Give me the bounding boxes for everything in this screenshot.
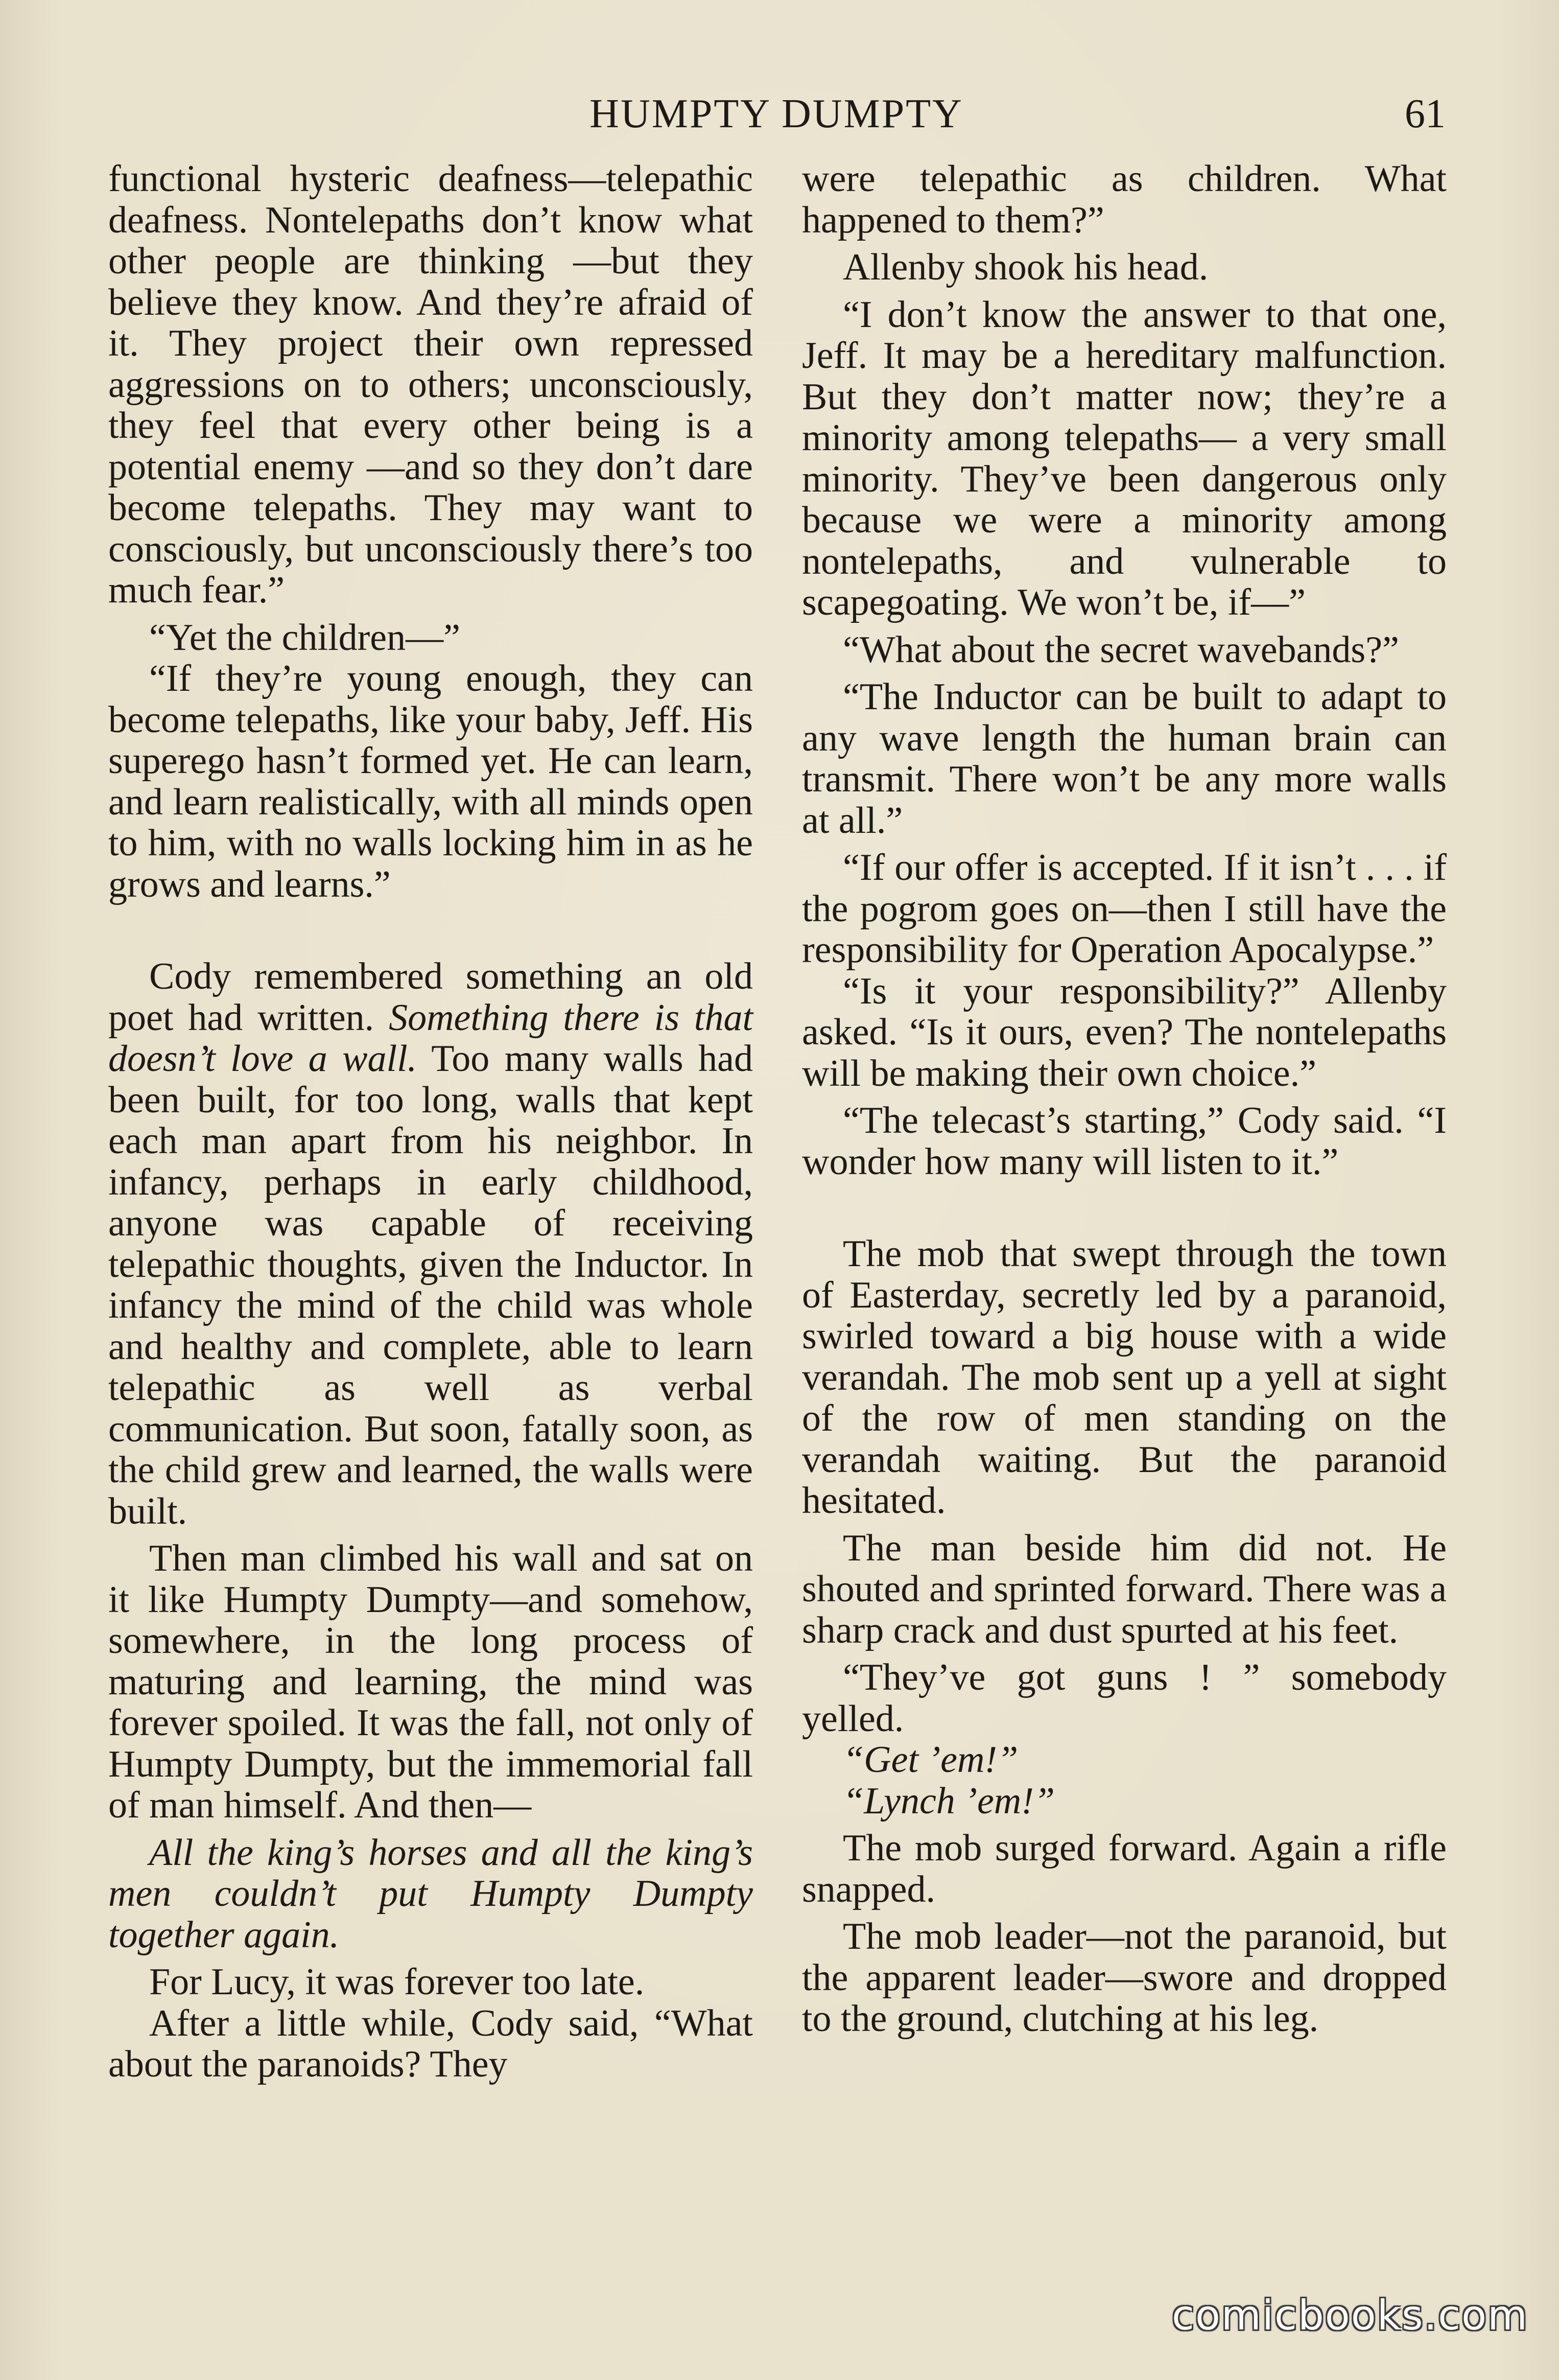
paragraph: functional hysteric deafness—telepathic deafness. Nontelepaths don’t know what other people are thinking —but they believe they know. And they’re afraid of it. They project their own repressed aggressions on to others; unconsciously, they feel that every other being is a potential enemy —and so they don’t dare become telepaths. They may want to consciously, but unconsciously there’s too much fear.” — [108, 158, 753, 611]
paragraph: were telepathic as children. What happened to them?” — [802, 158, 1447, 241]
paragraph: The man beside him did not. He shouted and sprinted forward. There was a sharp crack and dust spurted at his feet. — [802, 1527, 1447, 1651]
paragraph: “They’ve got guns ! ” somebody yelled. — [802, 1656, 1447, 1740]
left-column — [108, 158, 753, 2085]
paragraph: “Yet the children—” — [149, 616, 460, 659]
italic-paragraph: “Lynch ’em!” — [843, 1780, 1055, 1822]
paragraph: “The Inductor can be built to adapt to any wave length the human brain can transmit. There won’t be any more walls at all.” — [802, 676, 1447, 842]
paragraph: Allenby shook his head. — [843, 246, 1209, 288]
running-head — [107, 86, 1446, 142]
site-watermark: comicbooks.com — [1171, 2292, 1528, 2339]
italic-paragraph: All the king’s horses and all the king’s men couldn’t put Humpty Dumpty together again. — [108, 1831, 753, 1956]
paragraph: “What about the secret wavebands?” — [843, 628, 1399, 671]
paragraph — [108, 956, 753, 1532]
running-title: HUMPTY DUMPTY — [589, 91, 963, 136]
paragraph: “I don’t know the answer to that one, Jeff. It may be a hereditary malfunction. But they don’t matter now; they’re a minority among telepaths— a very small minority. They’ve been dangerous only because we were a minority among nontelepaths, and vulnerable to scapegoating. We won’t be, if—” — [802, 293, 1447, 623]
paragraph: The mob leader—not the paranoid, but the apparent leader—swore and dropped to the ground, clutching at his leg. — [802, 1916, 1447, 2040]
paragraph: “If they’re young enough, they can become telepaths, like your baby, Jeff. His superego hasn’t formed yet. He can learn, and learn realistically, with all minds open to him, with no walls locking him in as he grows and learns.” — [108, 658, 753, 905]
page-number: 61 — [1405, 91, 1446, 136]
paragraph: The mob that swept through the town of Easterday, secretly led by a paranoid, swirled toward a big house with a wide verandah. The mob sent up a yell at sight of the row of men standing on the verandah waiting. But the paranoid hesitated. — [802, 1233, 1447, 1522]
paragraph: The mob surged forward. Again a rifle snapped. — [802, 1827, 1447, 1910]
italic-quote: Something there is that doesn’t love a wall. — [108, 996, 753, 1080]
paragraph: “Is it your responsibility?” Allenby asked. “Is it ours, even? The nontelepaths will be making their own choice.” — [802, 970, 1447, 1094]
text-span: Cody remembered something an old poet had written. — [108, 955, 753, 1039]
paragraph: “The telecast’s starting,” Cody said. “I wonder how many will listen to it.” — [802, 1100, 1447, 1183]
text-span: Too many walls had been built, for too long, walls that kept each man apart from his neighbor. In infancy, perhaps in early childhood, anyone was capable of receiving telepathic thoughts, given the Inductor. In infancy the mind of the child was whole and healthy and complete, able to learn telepathic as well as verbal communication. But soon, fatally soon, as the child grew and learned, the walls were built. — [108, 1038, 753, 1532]
italic-paragraph: “Get ’em!” — [843, 1739, 1019, 1781]
right-column — [802, 158, 1447, 2040]
paragraph: “If our offer is accepted. If it isn’t . . . if the pogrom goes on—then I still have the responsibility for Operation Apocalypse.” — [802, 847, 1447, 971]
paragraph: After a little while, Cody said, “What about the paranoids? They — [108, 2002, 753, 2085]
paragraph: For Lucy, it was forever too late. — [149, 1961, 645, 2003]
paragraph: Then man climbed his wall and sat on it like Humpty Dumpty—and somehow, somewhere, in the long process of maturing and learning, the mind was forever spoiled. It was the fall, not only of Humpty Dumpty, but the immemorial fall of man himself. And then— — [108, 1537, 753, 1826]
